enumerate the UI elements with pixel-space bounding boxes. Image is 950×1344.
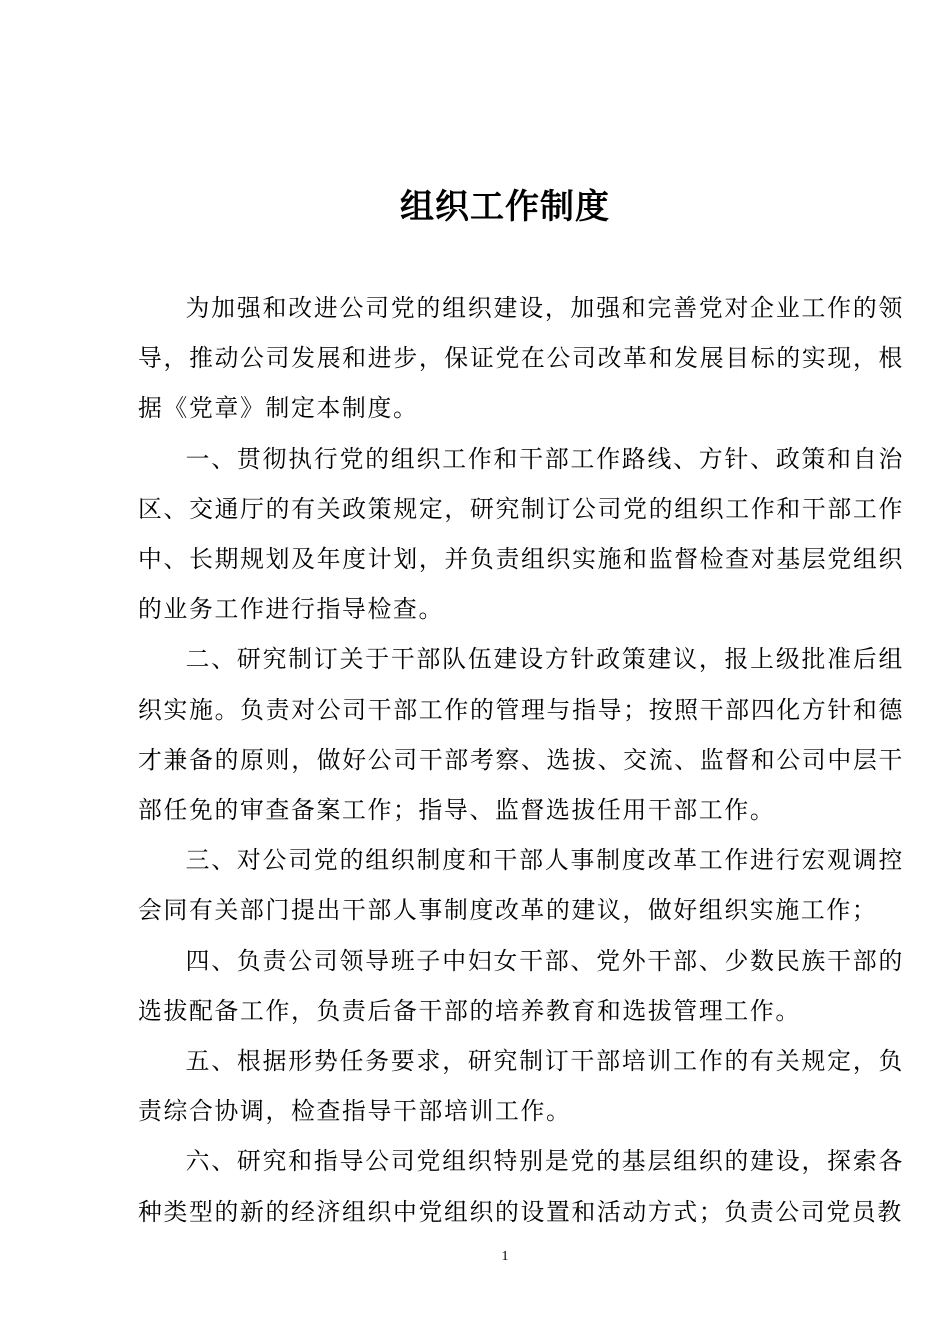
paragraph-item-1: 一、贯彻执行党的组织工作和干部工作路线、方针、政策和自治区、交通厅的有关政策规定，研究制订公司党的组织工作和干部工作中、长期规划及年度计划，并负责组织实施和监督检查对基层党组织的业务工作进行指导检查。 <box>138 444 904 624</box>
paragraph-item-3: 三、对公司党的组织制度和干部人事制度改革工作进行宏观调控会同有关部门提出干部人事制度改革的建议，做好组织实施工作； <box>138 846 904 925</box>
document-title: 组织工作制度 <box>400 187 610 227</box>
paragraph-intro: 为加强和改进公司党的组织建设，加强和完善党对企业工作的领导，推动公司发展和进步，保证党在公司改革和发展目标的实现，根据《党章》制定本制度。 <box>138 294 904 423</box>
paragraph-item-5: 五、根据形势任务要求，研究制订干部培训工作的有关规定，负责综合协调，检查指导干部培训工作。 <box>138 1047 904 1126</box>
paragraph-item-4: 四、负责公司领导班子中妇女干部、党外干部、少数民族干部的选拔配备工作，负责后备干部的培养教育和选拔管理工作。 <box>138 946 904 1025</box>
document-body <box>138 283 904 1237</box>
page-number: 1 <box>501 1249 509 1264</box>
paragraph-item-2: 二、研究制订关于干部队伍建设方针政策建议，报上级批准后组织实施。负责对公司干部工作的管理与指导；按照干部四化方针和德才兼备的原则，做好公司干部考察、选拔、交流、监督和公司中层干部任免的审查备案工作；指导、监督选拔任用干部工作。 <box>138 645 904 825</box>
paragraph-item-6: 六、研究和指导公司党组织特别是党的基层组织的建设，探索各种类型的新的经济组织中党组织的设置和活动方式；负责公司党员教 <box>138 1147 904 1226</box>
